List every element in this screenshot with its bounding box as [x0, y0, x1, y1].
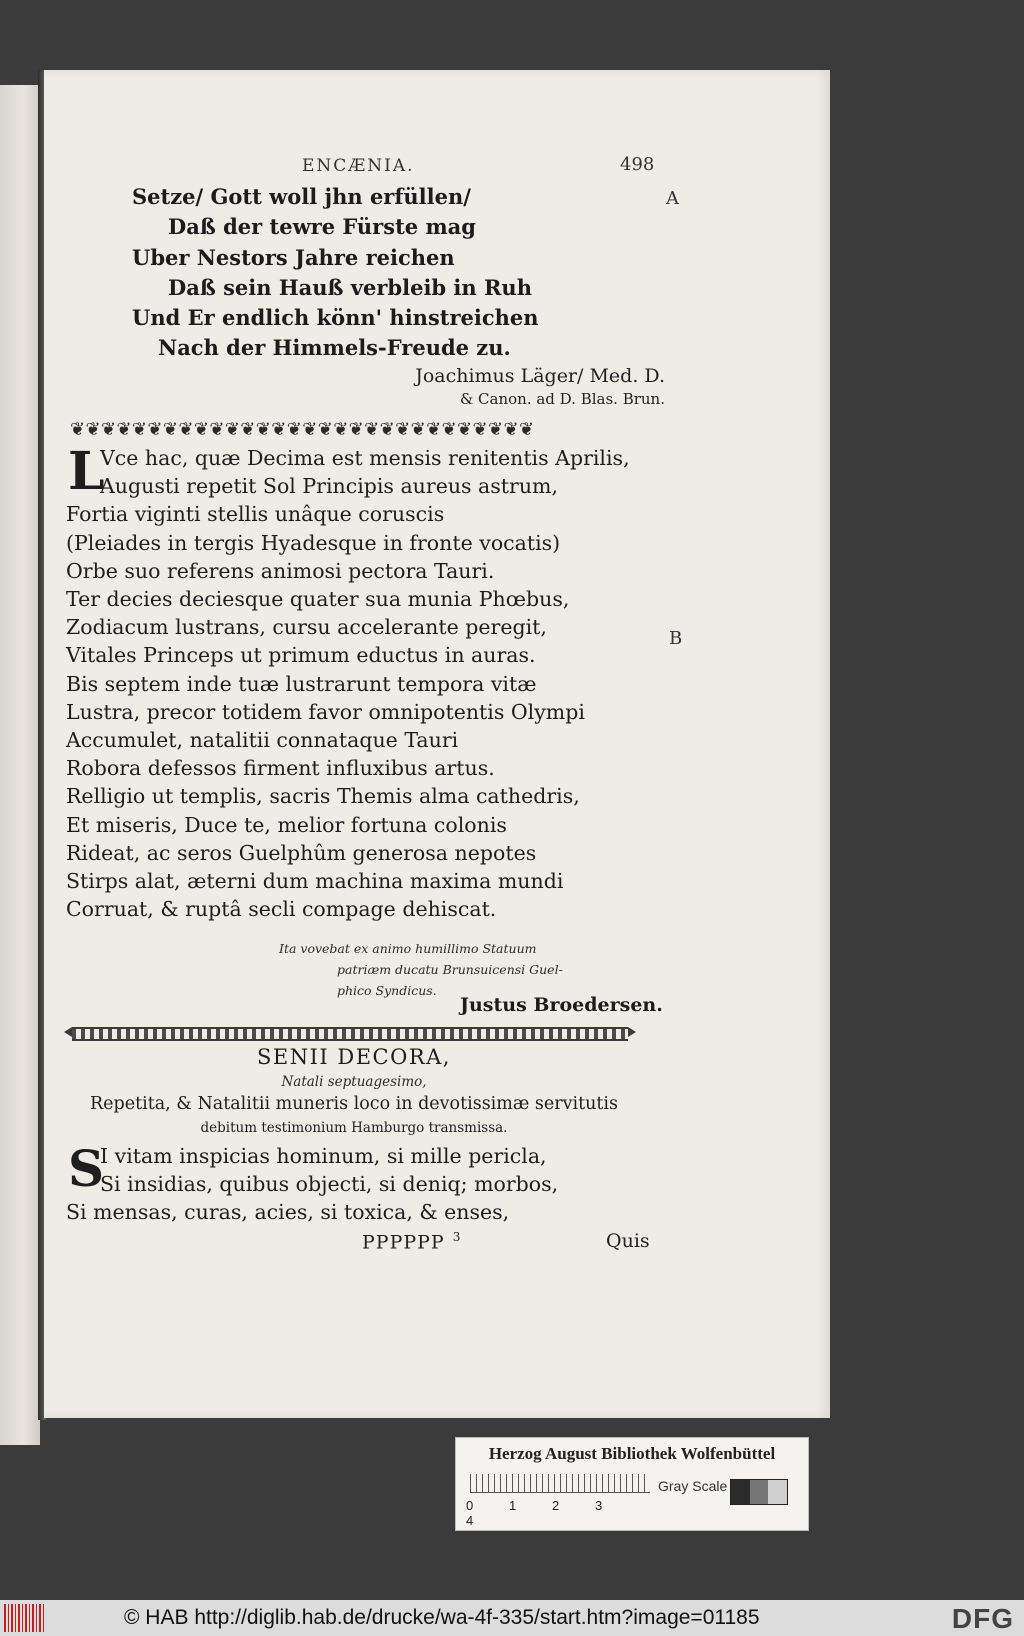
library-name: Herzog August Bibliothek Wolfenbüttel [488, 1444, 776, 1463]
section-description: debitum testimonium Hamburgo transmissa. [200, 1120, 508, 1136]
ruler-number: 4 [466, 1513, 474, 1528]
poem-line: Si mensas, curas, acies, si toxica, & enses, [66, 1200, 510, 1225]
dedication-line: Ita vovebat ex animo humillimo Statuum [279, 941, 537, 956]
dropcap-s: S [68, 1139, 105, 1198]
facing-page-edge [0, 85, 40, 1445]
poem-line: Daß der tewre Fürste mag [168, 214, 476, 240]
poem-line: Robora defessos firment influxibus artus. [66, 756, 495, 781]
fleuron-ornament-row: ❦❦❦❦❦❦❦❦❦❦❦❦❦❦❦❦❦❦❦❦❦❦❦❦❦❦❦❦❦❦ [70, 420, 535, 440]
poem-line: Setze/ Gott woll jhn erfüllen/ [132, 184, 471, 209]
poem-line: Vitales Princeps ut primum eductus in auras. [66, 643, 536, 668]
poem-line: Und Er endlich könn' hinstreichen [132, 305, 539, 331]
poem-line: Fortia viginti stellis unâque coruscis [66, 502, 445, 527]
poem-line: I vitam inspicias hominum, si mille pericla, [100, 1144, 547, 1168]
ruler-number: 2 [552, 1498, 560, 1513]
swatch-mid [750, 1480, 769, 1504]
poem-line: Daß sein Hauß verbleib in Ruh [168, 274, 532, 300]
poem-line: Si insidias, quibus objecti, si deniq; morbos, [100, 1172, 559, 1197]
swatch-dark [731, 1480, 750, 1504]
signature-mark [362, 1230, 461, 1253]
ruler-numbers [466, 1498, 666, 1528]
german-poem [132, 182, 692, 364]
copyright-url[interactable]: © HAB http://diglib.hab.de/drucke/wa-4f-335/start.htm?image=01185 [124, 1606, 760, 1629]
dfg-logo: DFG [951, 1603, 1014, 1634]
section-description: Repetita, & Natalitii muneris loco in devotissimæ servitutis [90, 1094, 618, 1114]
grayscale-label: Gray Scale [658, 1478, 728, 1494]
poem-line: Et miseris, Duce te, melior fortuna colonis [66, 812, 507, 837]
poem-line: Orbe suo referens animosi pectora Tauri. [66, 558, 495, 583]
poem-line: Rideat, ac seros Guelphûm generosa nepotes [66, 840, 537, 865]
signature-mark-letters: PPPPPP [362, 1231, 445, 1254]
author-title: & Canon. ad D. Blas. Brun. [459, 390, 665, 408]
poem-line: Vce hac, quæ Decima est mensis renitentis Aprilis, [100, 446, 630, 470]
poem-line: Lustra, precor totidem favor omnipotentis Olympi [66, 699, 585, 724]
poem-line: Corruat, & ruptâ secli compage dehiscat. [66, 897, 497, 922]
margin-letter-a: A [666, 188, 679, 209]
facing-page-text-fragments [4, 225, 34, 1025]
footer-bar [0, 1600, 1024, 1636]
page-number: 498 [620, 154, 655, 175]
ruler-number: 0 [466, 1498, 474, 1513]
latin-poem-2 [66, 1139, 656, 1227]
dropcap-l: L [68, 441, 105, 502]
author-block [415, 364, 665, 410]
grayscale-swatches [730, 1479, 788, 1505]
ornamental-rule [72, 1027, 628, 1041]
signature-mark-number: 3 [452, 1230, 462, 1244]
dedication-line: patriæm ducatu Brunsuicensi Guel- [337, 962, 563, 977]
ruler-number: 1 [509, 1498, 517, 1513]
author-name: Joachimus Läger/ Med. D. [415, 365, 665, 387]
latin-poem [66, 441, 656, 923]
poem-line: Nach der Himmels-Freude zu. [158, 335, 511, 361]
swatch-light [768, 1480, 787, 1504]
poem-line: (Pleiades in tergis Hyadesque in fronte vocatis) [66, 530, 561, 555]
scale-ruler [470, 1474, 650, 1493]
signature: Justus Broedersen. [460, 994, 663, 1016]
poem-line: Stirps alat, æterni dum machina maxima mundi [66, 869, 564, 894]
barcode-icon [4, 1604, 44, 1632]
dedication [279, 938, 599, 1001]
library-color-target [455, 1437, 809, 1531]
book-page [44, 70, 830, 1418]
poem-line: Accumulet, natalitii connataque Tauri [66, 728, 459, 753]
poem-line: Augusti repetit Sol Principis aureus astrum, [100, 474, 558, 499]
poem-line: Uber Nestors Jahre reichen [132, 244, 455, 270]
section-title: SENII DECORA, [257, 1045, 451, 1069]
poem-line: Bis septem inde tuæ lustrarunt tempora vitæ [66, 671, 537, 696]
poem-line: Relligio ut templis, sacris Themis alma cathedris, [66, 784, 580, 809]
poem-line: Ter decies deciesque quater sua munia Phœbus, [66, 587, 570, 612]
poem-line: Zodiacum lustrans, cursu accelerante peregit, [66, 615, 547, 640]
margin-letter-b: B [669, 628, 683, 649]
running-head: ENCÆNIA. [302, 156, 415, 176]
catchword: Quis [606, 1230, 650, 1252]
section-subtitle: Natali septuagesimo, [281, 1074, 427, 1090]
ruler-number: 3 [595, 1498, 603, 1513]
dedication-line: phico Syndicus. [337, 983, 437, 998]
